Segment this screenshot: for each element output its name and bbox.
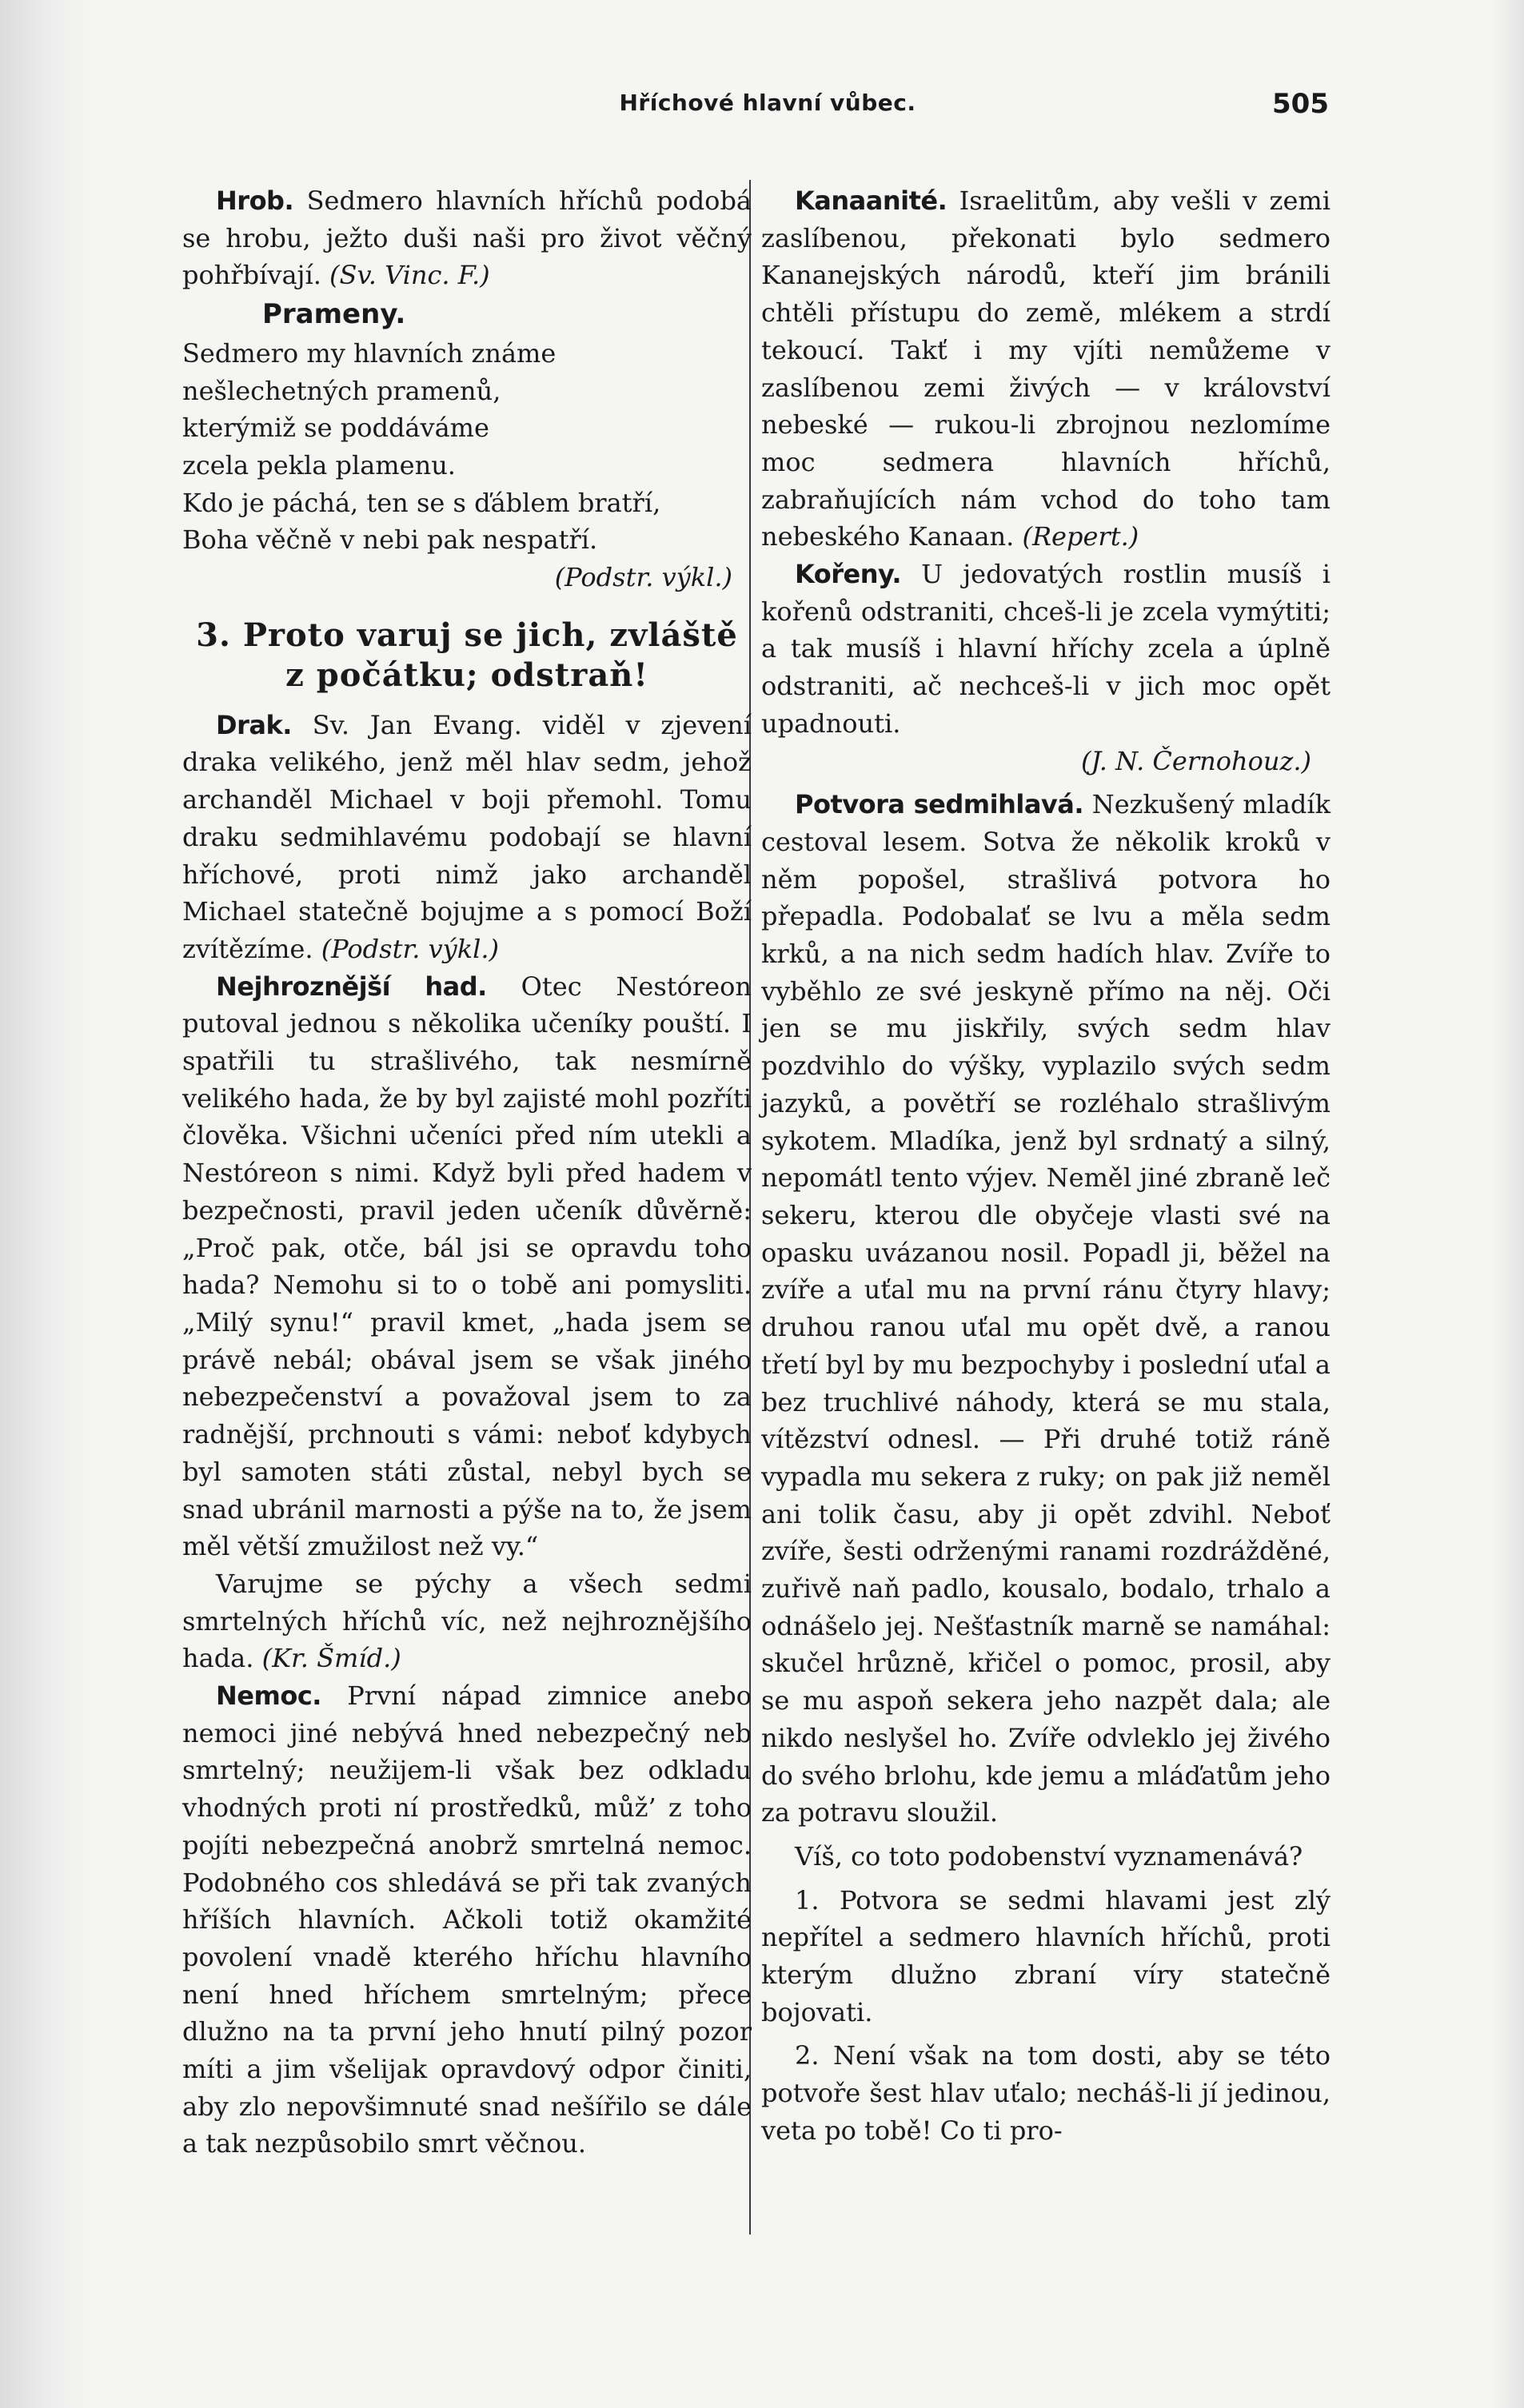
source-prameny: (Podstr. výkl.) (554, 562, 732, 593)
source-koreny: (J. N. Černohouz.) (1080, 745, 1311, 776)
entry-had-conclusion (182, 1565, 752, 1677)
entry-potvora (761, 786, 1331, 1832)
question: Víš, co toto podobenství vyznamenává? (795, 1840, 1303, 1872)
entry-hrob-text: Sedmero hlavních hříchů podobá se hrobu, ježto duši naši pro život věčný pohřbívají. (182, 185, 752, 291)
source-drak: (Podstr. výkl.) (321, 933, 499, 964)
poem-line: Boha věčně v nebi pak nespatří. (182, 524, 598, 556)
keyword-potvora: Potvora sedmihlavá. (795, 789, 1084, 820)
keyword-had: Nejhroznější had. (216, 971, 487, 1002)
scan-edge-right (1492, 0, 1524, 2408)
source-hrob: (Sv. Vinc. F.) (329, 260, 490, 291)
left-column (182, 182, 752, 2163)
entry-drak-text: Sv. Jan Evang. viděl v zjevení draka velikého, jenž měl hlav sedm, jehož archanděl Michael v boji přemohl. Tomu draku sedmihlavému podobají se hlavní hříchové, proti nimž jako archanděl Michael statečně bojujme a s pomocí Boží zvítězíme. (182, 709, 752, 964)
poem-line: Sedmero my hlavních známe (182, 337, 557, 369)
entry-nemoc (182, 1677, 752, 2163)
source-had: (Kr. Šmíd.) (261, 1643, 401, 1674)
section-heading-3 (182, 616, 752, 696)
entry-had-text: Otec Nestóreon putoval jednou s několika učeníky pouští. I spatřili tu strašlivého, tak nesmírně velikého hada, že by byl zajisté mohl pozříti člověka. Všichni učeníci před ním utekli a Nestóreon s nimi. Když byli před hadem v bezpečnosti, pravil jeden učeník důvěrně: „Proč pak, otče, bál jsi se opravdu toho hada? Nemohu si to o tobě ani pomysliti. „Milý synu!“ pravil kmet, „hada jsem se právě nebál; obával jsem se však jiného nebezpečenství a považoval jsem to za radnější, prchnouti s vámi: neboť kdybych byl samoten státi zůstal, nebyl bych se snad ubránil marnosti a pýše na to, že jsem měl větší zmužilost než vy.“ (182, 971, 752, 1562)
entry-drak (182, 707, 752, 968)
entry-kanaanite-text: Israelitům, aby vešli v zemi zaslíbenou, překonati bylo sedmero Kananejských národů, kteří jim bránili chtěli přístupu do země, mlékem a strdí tekoucí. Takť i my vjíti nemůžeme v zaslíbenou zemi živých — v království nebeské — rukou-li zbrojnou nezlomíme moc sedmera hlavních hříchů, zabraňujících nám vchod do toho tam nebeského Kanaan. (761, 185, 1331, 552)
heading-prameny: Prameny. (262, 298, 406, 331)
entry-nemoc-text: První nápad zimnice anebo nemoci jiné nebývá hned nebezpečný neb smrtelný; neužijem-li však bez odkladu vhodných proti ní prostředků, můž’ z toho pojíti nebezpečná anobrž smrtelná nemoc. Podobného cos shledává se při tak zvaných hříších hlavních. Ačkoli totiž okamžité povolení vnadě kterého hříchu hlavního není hned hříchem smrtelným; přece dlužno na ta první jeho hnutí pilný pozor míti a jim všelijak opravdový odpor činiti, aby zlo nepovšimnuté snad nešířilo se dále a tak nezpůsobilo smrt věčnou. (182, 1680, 752, 2159)
running-title: Hříchové hlavní vůbec. (619, 90, 916, 116)
entry-had-text2: Varujme se pýchy a všech sedmi smrtelných hříchů víc, než nejhroznějšího hada. (182, 1568, 752, 1674)
entry-koreny (761, 556, 1331, 743)
keyword-drak: Drak. (216, 709, 292, 740)
entry-hrob (182, 182, 752, 294)
poem-prameny (182, 335, 752, 559)
right-column (761, 182, 1331, 2150)
entry-kanaanite (761, 182, 1331, 556)
poem-line: zcela pekla plamenu. (182, 449, 456, 480)
keyword-nemoc: Nemoc. (216, 1680, 321, 1712)
source-kanaanite: (Repert.) (1022, 521, 1139, 552)
point-1: 1. Potvora se sedmi hlavami jest zlý nepřítel a sedmero hlavních hříchů, proti kterým dlužno zbraní víry statečně bojovati. (761, 1884, 1331, 2027)
point-2: 2. Není však na tom dosti, aby se této potvoře šest hlav uťalo; necháš-li jí jedinou, veta po tobě! Co ti pro- (761, 2040, 1331, 2146)
entry-koreny-text: U jedovatých rostlin musíš i kořenů odstraniti, chceš-li je zcela vymýtiti; a tak musíš i hlavní hříchy zcela a úplně odstraniti, ač nechceš-li v jich moc opět upadnouti. (761, 559, 1331, 739)
poem-line: kterýmiž se poddáváme (182, 413, 489, 444)
scan-edge-left (0, 0, 92, 2408)
section-heading-line2: z počátku; odstraň! (285, 656, 648, 694)
entry-had (182, 968, 752, 1565)
keyword-kanaanite: Kanaanité. (795, 185, 948, 216)
poem-line: nešlechetných pramenů, (182, 375, 501, 406)
poem-line: Kdo je páchá, ten se s ďáblem bratří, (182, 487, 661, 518)
keyword-koreny: Kořeny. (795, 559, 902, 590)
page-number: 505 (1272, 88, 1329, 120)
entry-potvora-text: Nezkušený mladík cestoval lesem. Sotva že několik kroků v něm popošel, strašlivá potvora ho přepadla. Podobalať se lvu a měla sedm krků, a na nich sedm hadích hlav. Zvíře to vyběhlo ze své jeskyně přímo na něj. Oči jen se mu jiskřily, svých sedm hlav pozdvihlo do výšky, vyplazilo svých sedm jazyků, a povětří se rozléhalo strašlivým sykotem. Mladíka, jenž byl srdnatý a silný, nepomátl tento výjev. Neměl jiné zbraně leč sekeru, kterou dle obyčeje vlasti své na opasku uvázanou nosil. Popadl ji, běžel na zvíře a uťal mu na první ránu čtyry hlavy; druhou ranou uťal mu opět dvě, a ranou třetí byl by mu bezpochyby i poslední uťal a bez truchlivé náhody, která se mu stala, vítězství odnesl. — Při druhé totiž ráně vypadla mu sekera z ruky; on pak již neměl ani tolik času, aby ji opět zdvihl. Neboť zvíře, šesti održenými ranami rozdrážděné, zuřivě naň padlo, kousalo, bodalo, trhalo a odnášelo jej. Nešťastník marně se namáhal: skučel hrůzně, křičel o pomoc, prosil, aby se mu aspoň sekera jeho nazpět dala; ale nikdo neslyšel ho. Zvíře odvleklo jej živého do svého brlohu, kde jemu a mláďatům jeho za potravu sloužil. (761, 789, 1331, 1828)
keyword-hrob: Hrob. (216, 185, 294, 216)
section-heading-line1: 3. Proto varuj se jich, zvláště (196, 616, 738, 654)
